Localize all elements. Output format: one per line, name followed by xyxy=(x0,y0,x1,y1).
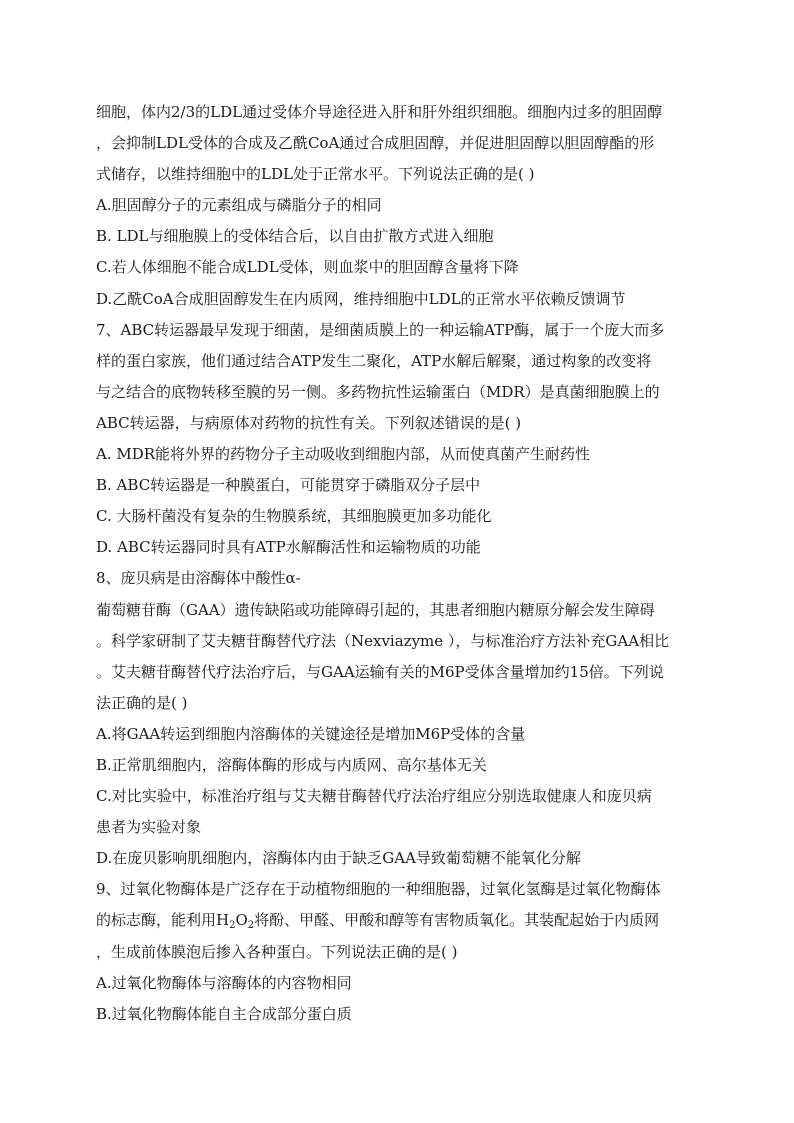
text-line: 患者为实验对象 xyxy=(96,818,202,837)
question-7-stem: 7、ABC转运器最早发现于细菌，是细菌质膜上的一种运输ATP酶，属于一个庞大而多 xyxy=(96,320,665,339)
question-9-stem: 9、过氧化物酶体是广泛存在于动植物细胞的一种细胞器，过氧化氢酶是过氧化物酶体 xyxy=(96,880,661,899)
option-a: A.将GAA转运到细胞内溶酶体的关键途径是增加M6P受体的含量 xyxy=(96,724,526,743)
option-a: A.过氧化物酶体与溶酶体的内容物相同 xyxy=(96,973,352,992)
text-line: 细胞，体内2/3的LDL通过受体介导途径进入肝和肝外组织细胞。细胞内过多的胆固醇 xyxy=(96,103,663,121)
option-c: C.若人体细胞不能合成LDL受体，则血浆中的胆固醇含量将下降 xyxy=(96,258,519,277)
question-8-stem: 8、庞贝病是由溶酶体中酸性α- xyxy=(96,569,301,588)
option-c: C.对比实验中，标准治疗组与艾夫糖苷酶替代疗法治疗组应分别选取健康人和庞贝病 xyxy=(96,787,652,806)
option-d: D.在庞贝影响肌细胞内，溶酶体内由于缺乏GAA导致葡萄糖不能氧化分解 xyxy=(96,849,581,868)
text-line: 法正确的是( ) xyxy=(96,693,188,712)
option-b: B.过氧化物酶体能自主合成部分蛋白质 xyxy=(96,1004,352,1023)
text-line: ，会抑制LDL受体的合成及乙酰CoA通过合成胆固醇，并促进胆固醇以胆固醇酯的形 xyxy=(96,134,655,153)
text-line: 与之结合的底物转移至膜的另一侧。多药物抗性运输蛋白（MDR）是真菌细胞膜上的 xyxy=(96,382,660,401)
option-c: C. 大肠杆菌没有复杂的生物膜系统，其细胞膜更加多功能化 xyxy=(96,507,492,526)
text-line: 葡萄糖苷酶（GAA）遗传缺陷或功能障碍引起的，其患者细胞内糖原分解会发生障碍 xyxy=(96,600,655,619)
document-body xyxy=(96,97,696,1030)
text-line: ABC转运器，与病原体对药物的抗性有关。下列叙述错误的是( ) xyxy=(96,413,522,432)
option-a: A.胆固醇分子的元素组成与磷脂分子的相同 xyxy=(96,196,382,215)
option-d: D.乙酰CoA合成胆固醇发生在内质网，维持细胞中LDL的正常水平依赖反馈调节 xyxy=(96,289,626,308)
option-b: B. ABC转运器是一种膜蛋白，可能贯穿于磷脂双分子层中 xyxy=(96,476,481,495)
text-line: 式储存，以维持细胞中的LDL处于正常水平。下列说法正确的是( ) xyxy=(96,165,535,184)
text-line-formula: 的标志酶，能利用$H_2O_2$将酚、甲醛、甲酸和醇等有害物质氧化。其装配起始于内质网 xyxy=(96,911,660,932)
text-line: 。艾夫糖苷酶替代疗法治疗后，与GAA运输有关的M6P受体含量增加约15倍。下列说 xyxy=(96,662,664,681)
option-b: B. LDL与细胞膜上的受体结合后，以自由扩散方式进入细胞 xyxy=(96,227,494,246)
text-line: 样的蛋白家族，他们通过结合ATP发生二聚化，ATP水解后解聚，通过构象的改变将 xyxy=(96,351,652,370)
option-b: B.正常肌细胞内，溶酶体酶的形成与内质网、高尔基体无关 xyxy=(96,755,487,774)
option-d: D. ABC转运器同时具有ATP水解酶活性和运输物质的功能 xyxy=(96,538,481,557)
option-a: A. MDR能将外界的药物分子主动吸收到细胞内部，从而使真菌产生耐药性 xyxy=(96,445,591,464)
text-line: ，生成前体膜泡后掺入各种蛋白。下列说法正确的是( ) xyxy=(96,942,458,961)
text-line: 。科学家研制了艾夫糖苷酶替代疗法（Nexviazyme ），与标准治疗方法补充GAA相比 xyxy=(96,631,670,650)
